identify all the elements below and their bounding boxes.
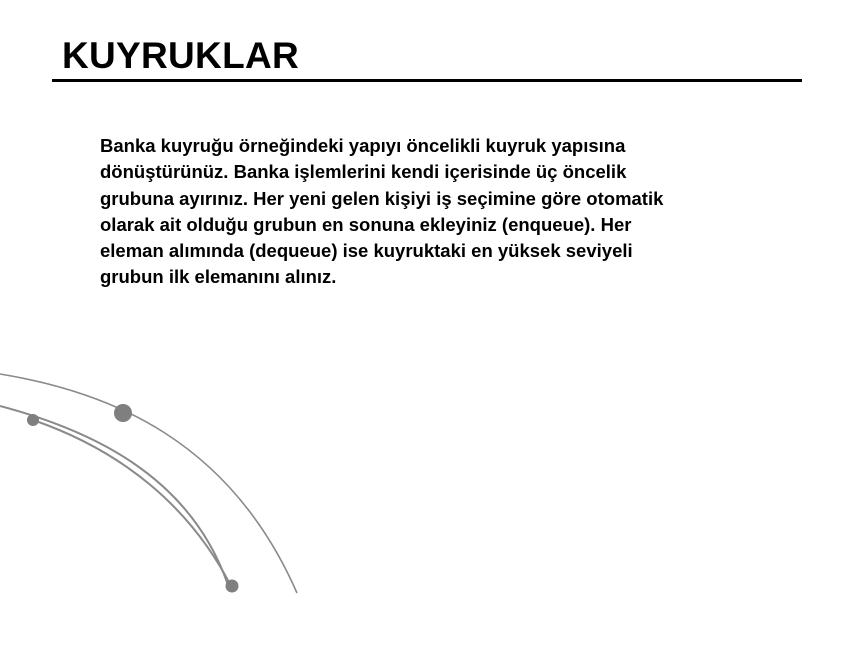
body-paragraph (100, 133, 800, 291)
orbit-arc-middle (0, 406, 228, 585)
orbit-node-bottom (226, 580, 239, 593)
decorative-orbit-lines (0, 360, 320, 600)
body-line: grubun ilk elemanını alınız. (100, 266, 337, 288)
body-line: olarak ait olduğu grubun en sonuna ekleyiniz (enqueue). Her (100, 213, 632, 235)
title-underline (52, 79, 802, 82)
orbit-node-large (114, 404, 132, 422)
slide-title: KUYRUKLAR (62, 35, 300, 76)
body-line: Banka kuyruğu örneğindeki yapıyı öncelikli kuyruk yapısına (100, 135, 626, 156)
body-line: eleman alımında (dequeue) ise kuyruktaki en yüksek seviyeli (100, 240, 633, 262)
body-line: dönüştürünüz. Banka işlemlerini kendi içerisinde üç öncelik (100, 161, 627, 183)
orbit-node-small (27, 414, 39, 426)
body-line: grubuna ayırınız. Her yeni gelen kişiyi iş seçimine göre otomatik (100, 187, 664, 209)
orbit-arc-inner (33, 420, 232, 588)
